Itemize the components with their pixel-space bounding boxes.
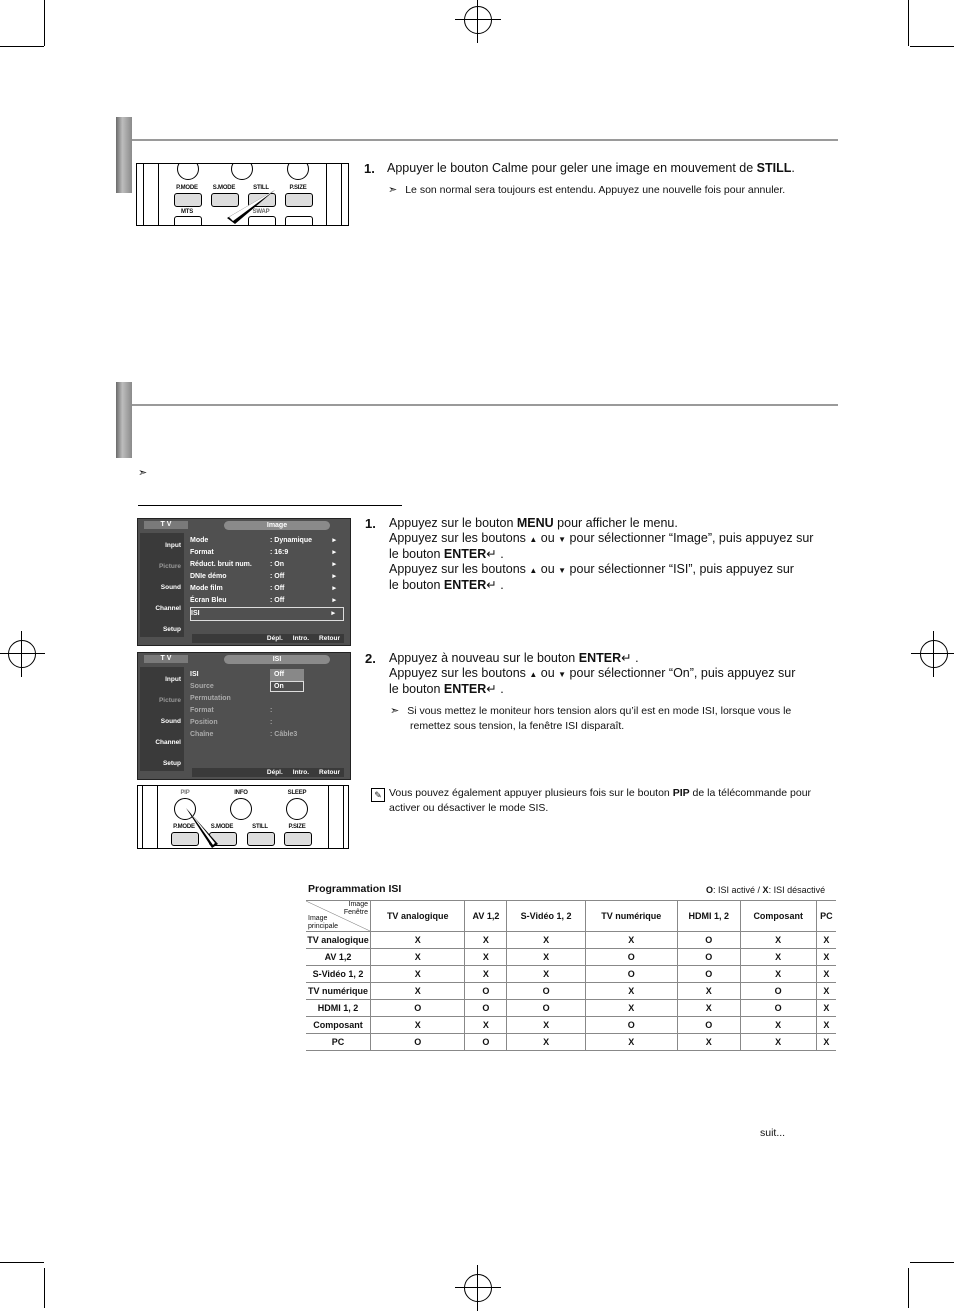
enter-icon: ↵ <box>486 682 497 696</box>
column-header: HDMI 1, 2 <box>677 901 740 932</box>
table-row: AV 1,2 X X X O O X X <box>306 949 836 966</box>
table-corner: Image Fenêtre Image principale <box>306 901 371 932</box>
column-header: TV numérique <box>585 901 677 932</box>
section-rule <box>132 139 838 141</box>
tip-text: Vous pouvez également appuyer plusieurs fois sur le bouton PIP de la télécommande pour activer ou désactiver le mode SIS. <box>389 787 812 814</box>
arrow-icon: ➣ <box>138 467 148 479</box>
section-bar <box>116 382 132 458</box>
up-arrow-icon: ▲ <box>529 670 538 679</box>
table-row: TV analogique X X X X O X X <box>306 932 836 949</box>
crop-mark <box>44 0 45 46</box>
note: ➣ Si vous mettez le moniteur hors tension alors qu’il est en mode ISI, lorsque vous le remettez sous tension, la fenêtre ISI disparaît. <box>390 705 792 732</box>
crop-mark <box>910 46 954 47</box>
table-row: HDMI 1, 2 O O O X X O X <box>306 1000 836 1017</box>
table-row: Composant X X X O O X X <box>306 1017 836 1034</box>
down-arrow-icon: ▼ <box>558 670 567 679</box>
section-bar <box>116 117 132 193</box>
step-number: 1. <box>365 516 376 531</box>
table-legend: O: ISI activé / X: ISI désactivé <box>706 885 826 895</box>
step-text: Appuyer le bouton Calme pour geler une image en mouvement de STILL. <box>387 161 795 175</box>
column-header: S-Vidéo 1, 2 <box>507 901 585 932</box>
registration-mark <box>8 640 36 668</box>
enter-icon: ↵ <box>486 547 497 561</box>
down-arrow-icon: ▼ <box>558 535 567 544</box>
crop-mark <box>910 1262 954 1263</box>
crop-mark <box>0 46 44 47</box>
osd-menu-isi: T V ISI Input Picture Sound Channel Setup ISI Off Source On Permutation Format : Position : Chaîne : Câble3 Dépl. Intro. Retour <box>137 652 351 780</box>
remote-still-illustration: P.MODE S.MODE STILL P.SIZE MTS SWAP <box>136 163 349 226</box>
arrow-icon: ➣ <box>390 705 400 717</box>
note-pencil-icon: ✎ <box>371 788 385 802</box>
crop-mark <box>44 1268 45 1308</box>
column-header: PC <box>816 901 836 932</box>
enter-icon: ↵ <box>486 578 497 592</box>
table-row: S-Vidéo 1, 2 X X X O O X X <box>306 966 836 983</box>
column-header: Composant <box>740 901 816 932</box>
crop-mark <box>0 1262 44 1263</box>
step-number: 2. <box>365 651 376 666</box>
pointer-arrow-icon <box>182 804 232 848</box>
crop-mark <box>908 1268 909 1308</box>
isi-compatibility-table <box>306 900 836 1051</box>
up-arrow-icon: ▲ <box>529 566 538 575</box>
table-row: TV numérique X O O X X O X <box>306 983 836 1000</box>
table-title: Programmation ISI <box>308 883 402 895</box>
pointer-arrow-icon <box>215 188 285 226</box>
table-row: PC O O X X X X X <box>306 1034 836 1051</box>
step-text: Appuyez à nouveau sur le bouton ENTER↵ . Appuyez sur les boutons ▲ ou ▼ pour sélectionner “On”, puis appuyez sur le bouton ENTER↵ . <box>389 651 796 696</box>
registration-mark <box>464 1274 492 1302</box>
up-arrow-icon: ▲ <box>529 535 538 544</box>
continued-label: suit... <box>760 1127 786 1139</box>
remote-pip-illustration: PIP INFO SLEEP P.MODE S.MODE STILL P.SIZE <box>137 785 349 849</box>
registration-mark <box>464 6 492 34</box>
column-header: TV analogique <box>371 901 465 932</box>
arrow-icon: ➣ <box>388 184 398 196</box>
divider <box>138 505 402 506</box>
step-text: Appuyez sur le bouton MENU pour afficher le menu. Appuyez sur les boutons ▲ ou ▼ pour sélectionner “Image”, puis appuyez sur le bouton ENTER↵ . Appuyez sur les boutons ▲ ou ▼ pour sélectionner “ISI”, puis appuyez sur le bouton ENTER↵ . <box>389 516 814 592</box>
registration-mark <box>920 640 948 668</box>
step-number: 1. <box>364 161 375 176</box>
section-rule <box>132 404 838 406</box>
crop-mark <box>908 0 909 46</box>
note: ➣ Le son normal sera toujours est entendu. Appuyez une nouvelle fois pour annuler. <box>388 184 786 196</box>
enter-icon: ↵ <box>621 651 632 665</box>
down-arrow-icon: ▼ <box>558 566 567 575</box>
osd-menu-image: T V Image Input Picture Sound Channel Setup Mode : Dynamique ▸ Format : 16:9 ▸ Réduct. bruit num. : On ▸ DNIe démo : Off ▸ Mode film : Off ▸ Écran Bleu : Off ▸ ISI ▸ Dépl. Intro. Retour <box>137 518 351 646</box>
column-header: AV 1,2 <box>465 901 507 932</box>
